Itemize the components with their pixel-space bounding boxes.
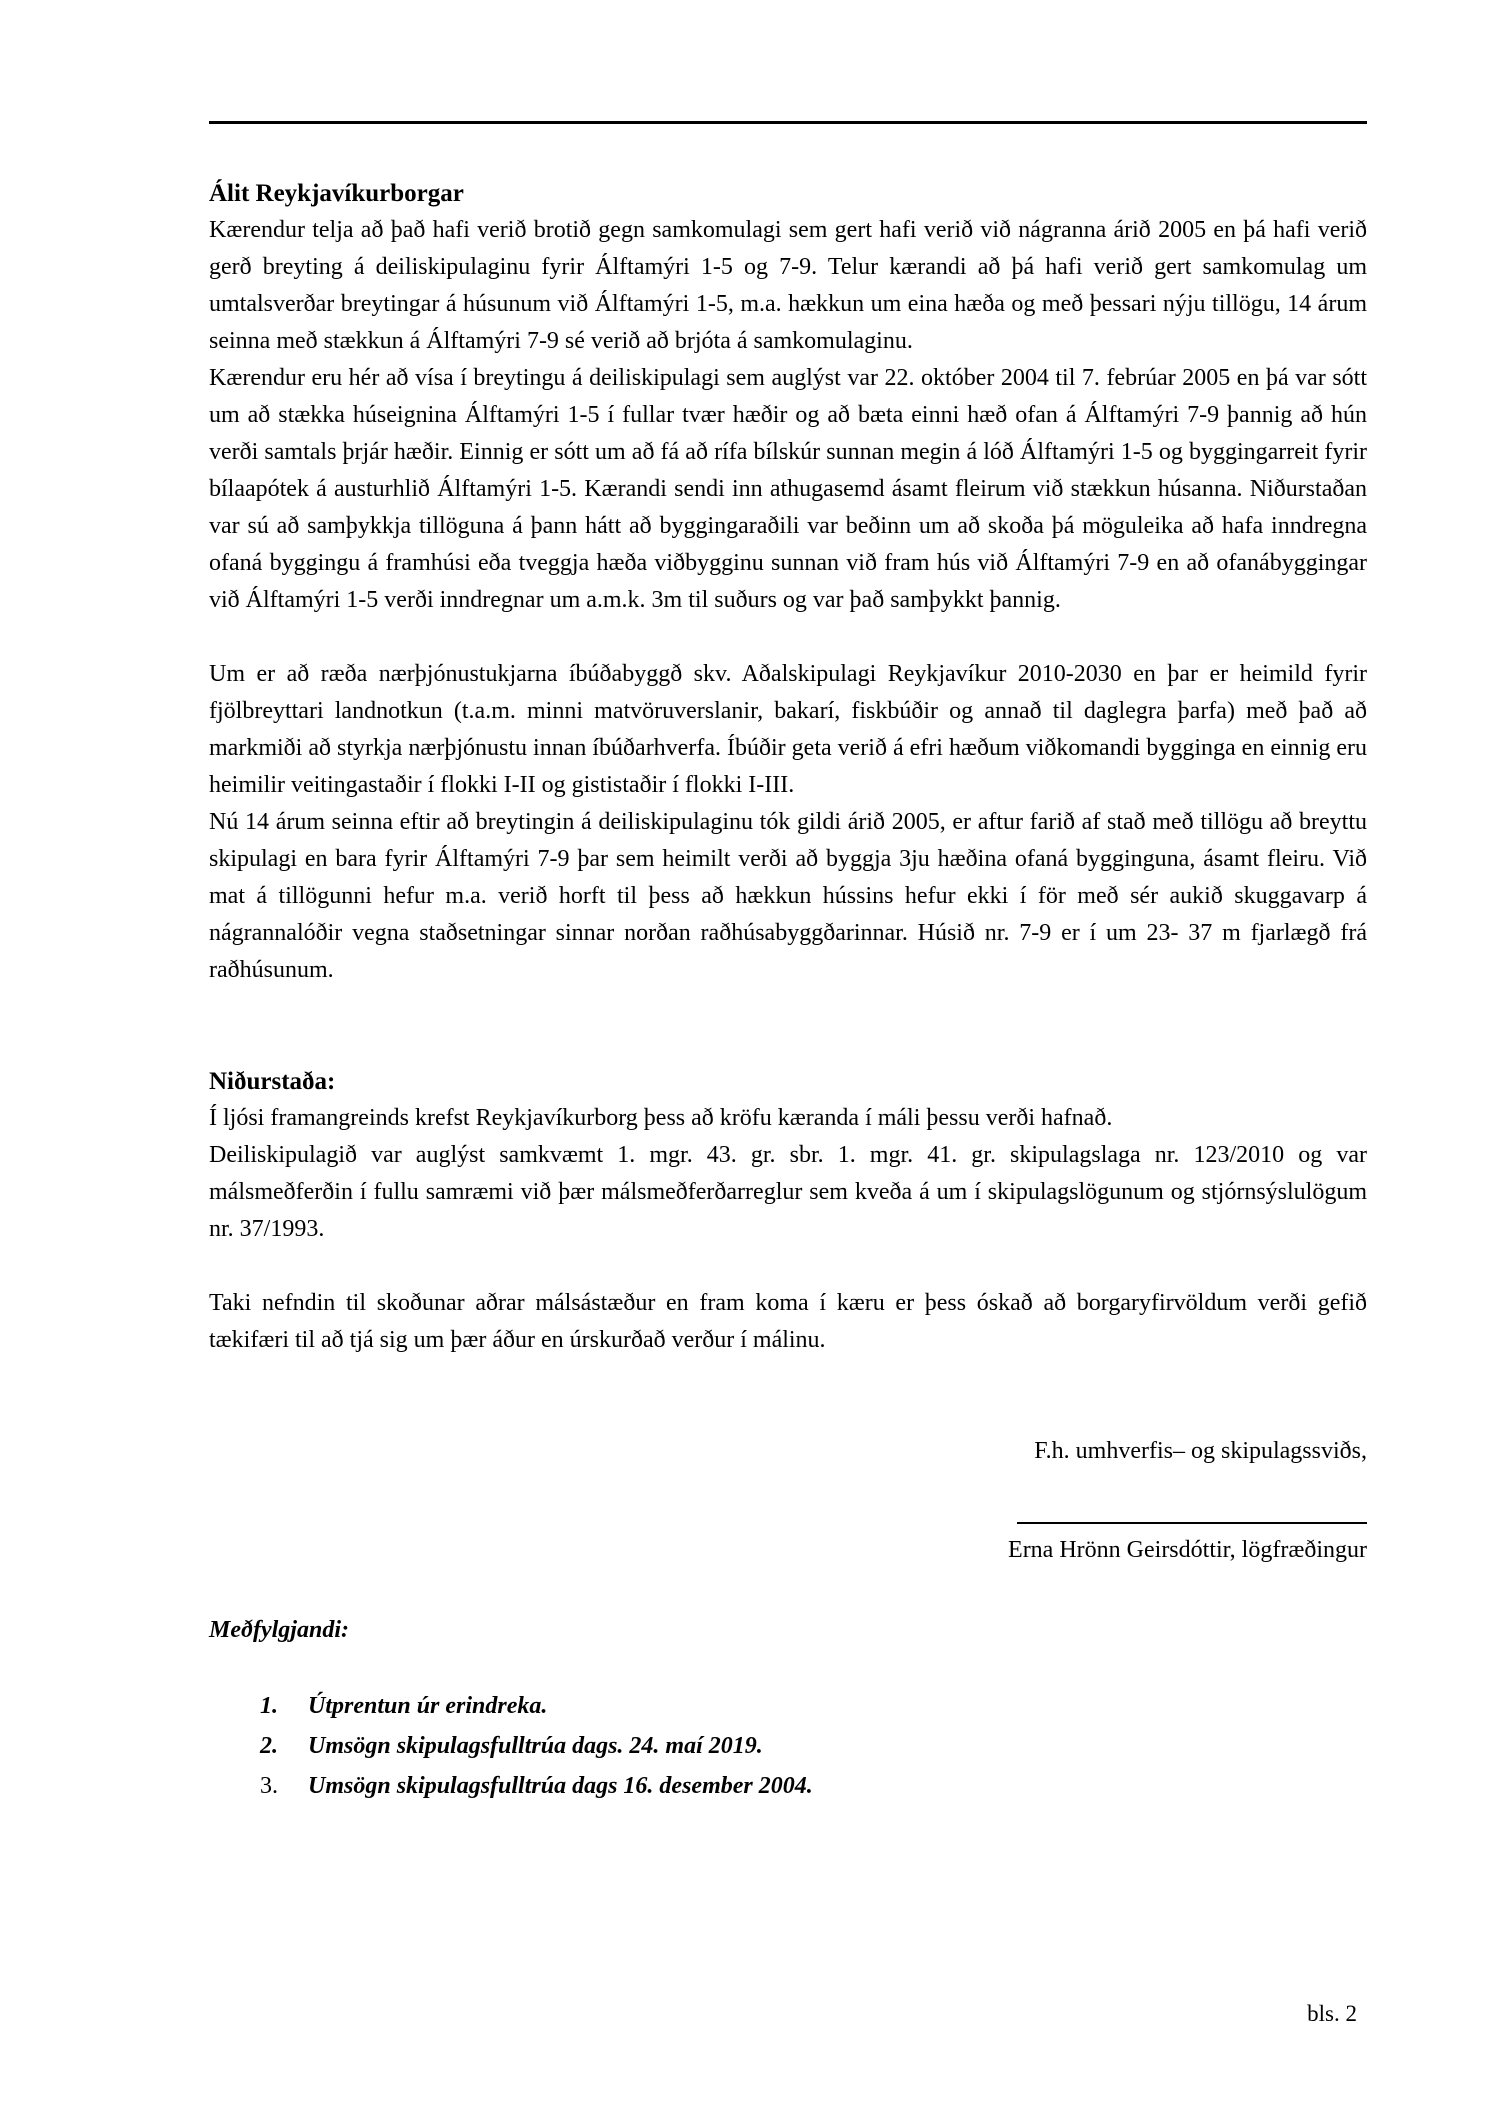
list-item <box>260 1726 1367 1766</box>
paragraph-proposal-assessment: Nú 14 árum seinna eftir að breytingin á deiliskipulaginu tók gildi árið 2005, er aftur farið af stað með tillögu að breyttu skipulagi en bara fyrir Álftamýri 7-9 þar sem heimilt verði að byggja 3ju hæðina ofaná bygginguna, ásamt fleiru. Við mat á tillögunni hefur m.a. verið horft til þess að hækkun hússins hefur ekki í för með sér aukið skuggavarp á nágrannalóðir vegna staðsetningar sinnar norðan raðhúsabyggðarinnar. Húsið nr. 7-9 er í um 23- 37 m fjarlægð frá raðhúsunum. <box>209 809 1367 983</box>
paragraph-conclusion-procedure: Deiliskipulagið var auglýst samkvæmt 1. mgr. 43. gr. sbr. 1. mgr. 41. gr. skipulagslaga nr. 123/2010 og var málsmeðferðin í fullu samræmi við þær málsmeðferðarreglur sem kveða á um í skipulagslögunum og stjórnsýslulögum nr. 37/1993. <box>209 1142 1367 1242</box>
page-number: bls. 2 <box>1307 2001 1357 2026</box>
section-heading-opinion: Álit Reykjavíkurborgar <box>209 180 464 207</box>
paragraph-conclusion-request: Taki nefndin til skoðunar aðrar málsástæður en fram koma í kæru er þess óskað að borgaryfirvöldum verði gefið tækifæri til að tjá sig um þær áður en úrskurðað verður í málinu. <box>209 1290 1367 1353</box>
list-item-number: 2. <box>260 1733 278 1759</box>
list-item <box>260 1766 1367 1806</box>
signature-line <box>1017 1522 1367 1524</box>
section-heading-conclusion: Niðurstaða: <box>209 1068 336 1095</box>
list-item-number: 3. <box>260 1773 278 1799</box>
header-rule <box>209 121 1367 124</box>
signature-name: Erna Hrönn Geirsdóttir, lögfræðingur <box>1008 1537 1367 1563</box>
list-item-text: Umsögn skipulagsfulltrúa dags 16. desember 2004. <box>308 1773 813 1799</box>
attachments-list <box>209 1686 1367 1806</box>
list-item-text: Umsögn skipulagsfulltrúa dags. 24. maí 2019. <box>308 1733 763 1759</box>
list-item-number: 1. <box>260 1693 278 1719</box>
signature-on-behalf: F.h. umhverfis– og skipulagssviðs, <box>1034 1438 1367 1464</box>
document-content <box>209 0 1367 1806</box>
paragraph-zoning-context: Um er að ræða nærþjónustukjarna íbúðabyggð skv. Aðalskipulagi Reykjavíkur 2010-2030 en þar er heimild fyrir fjölbreyttari landnotkun (t.a.m. minni matvöruverslanir, bakarí, fiskbúðir og annað til daglegra þarfa) með það að markmiði að styrkja nærþjónustu innan íbúðarhverfa. Íbúðir geta verið á efri hæðum viðkomandi bygginga en einnig eru heimilir veitingastaðir í flokki I-II og gististaðir í flokki I-III. <box>209 661 1367 798</box>
list-item-text: Útprentun úr erindreka. <box>308 1693 548 1719</box>
attachments-heading: Meðfylgjandi: <box>209 1617 349 1643</box>
paragraph-complaint-summary-1: Kærendur telja að það hafi verið brotið gegn samkomulagi sem gert hafi verið við nágranna árið 2005 en þá hafi verið gerð breyting á deiliskipulaginu fyrir Álftamýri 1-5 og 7-9. Telur kærandi að þá hafi verið gert samkomulag um umtalsverðar breytingar á húsunum við Álftamýri 1-5, m.a. hækkun um eina hæða og með þessari nýju tillögu, 14 árum seinna með stækkun á Álftamýri 7-9 sé verið að brjóta á samkomulaginu. <box>209 217 1367 354</box>
paragraph-conclusion-demand: Í ljósi framangreinds krefst Reykjavíkurborg þess að kröfu kæranda í máli þessu verði hafnað. <box>209 1105 1113 1131</box>
list-item <box>260 1686 1367 1726</box>
paragraph-complaint-summary-2: Kærendur eru hér að vísa í breytingu á deiliskipulagi sem auglýst var 22. október 2004 til 7. febrúar 2005 en þá var sótt um að stækka húseignina Álftamýri 1-5 í fullar tvær hæðir og að bæta einni hæð ofan á Álftamýri 7-9 þannig að hún verði samtals þrjár hæðir. Einnig er sótt um að fá að rífa bílskúr sunnan megin á lóð Álftamýri 1-5 og byggingarreit fyrir bílaapótek á austurhlið Álftamýri 1-5. Kærandi sendi inn athugasemd ásamt fleirum við stækkun húsanna. Niðurstaðan var sú að samþykkja tillöguna á þann hátt að byggingaraðili var beðinn um að skoða þá möguleika að hafa inndregna ofaná byggingu á framhúsi eða tveggja hæða viðbygginu sunnan við fram hús við Álftamýri 7-9 en að ofanábyggingar við Álftamýri 1-5 verði inndregnar um a.m.k. 3m til suðurs og var það samþykkt þannig. <box>209 365 1367 613</box>
